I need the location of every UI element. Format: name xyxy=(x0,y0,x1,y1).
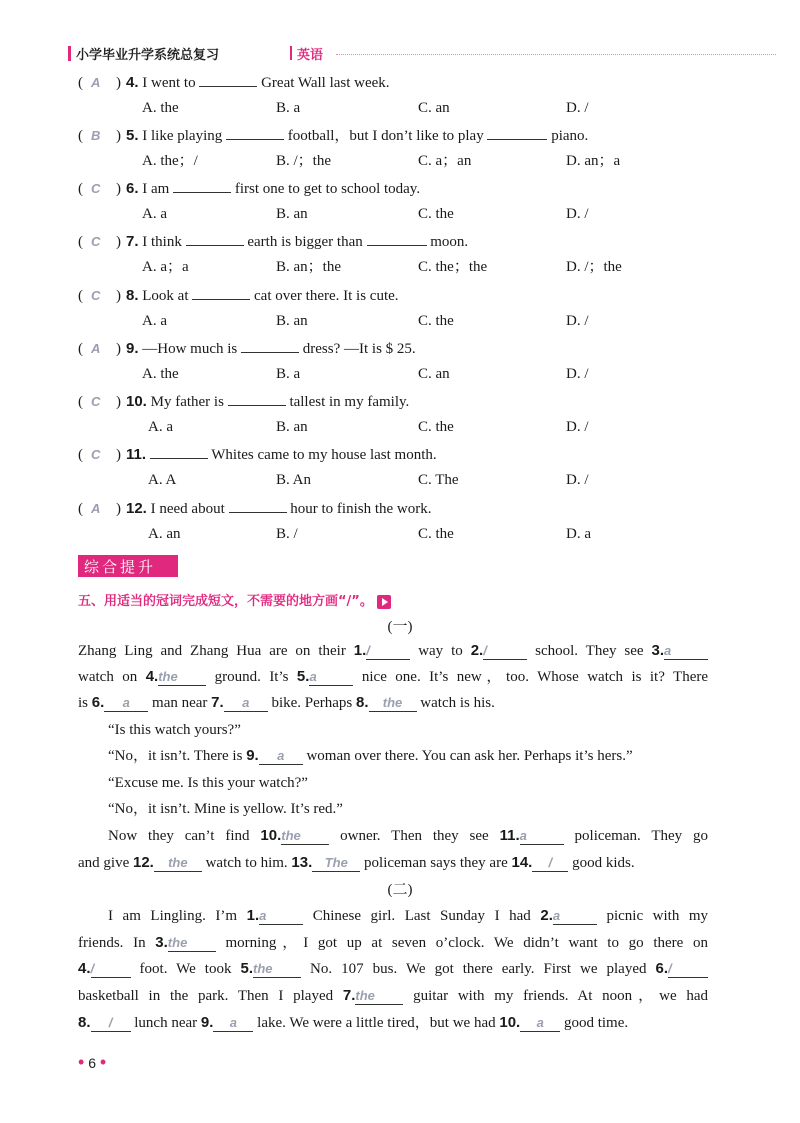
answer-letter: C xyxy=(91,288,101,303)
answer-blank[interactable] xyxy=(173,178,231,193)
answer-letter: A xyxy=(91,341,101,356)
question-text: Whites came to my house last month. xyxy=(211,447,437,463)
option-a[interactable]: A. the xyxy=(142,366,179,382)
header-separator xyxy=(290,46,292,60)
answer-bracket[interactable]: ( C ) xyxy=(78,234,121,250)
header-dotted-rule xyxy=(336,54,776,55)
option-a[interactable]: A. a；a xyxy=(142,259,189,275)
fill-blank[interactable]: a xyxy=(224,695,268,712)
question-row xyxy=(78,72,390,92)
option-b[interactable]: B. a xyxy=(276,100,301,116)
section-banner-label: 综合提升 xyxy=(84,558,157,576)
answer-blank[interactable] xyxy=(487,125,547,140)
passage2-line-3: 4./ foot. We took 5.the No. 107 bus. We got there early. First we played 6./ xyxy=(78,958,708,980)
fill-blank[interactable]: a xyxy=(520,828,564,845)
option-d[interactable]: D. / xyxy=(566,472,589,488)
answer-letter: C xyxy=(91,181,101,196)
option-a[interactable]: A. a xyxy=(142,206,167,222)
option-b[interactable]: B. an xyxy=(276,419,308,435)
page-header xyxy=(68,44,708,64)
question-row xyxy=(78,444,437,464)
option-c[interactable]: C. the xyxy=(418,526,454,542)
answer-blank[interactable] xyxy=(226,125,284,140)
question-row xyxy=(78,498,431,518)
question-number: 4. xyxy=(126,74,139,91)
section-instruction xyxy=(78,590,391,609)
option-d[interactable]: D. / xyxy=(566,313,589,329)
question-number: 7. xyxy=(126,233,139,250)
fill-blank[interactable]: the xyxy=(154,855,202,872)
passage1-line-8: Now they can’t find 10.the owner. Then they see 11.a policeman. They go xyxy=(108,827,709,844)
answer-bracket[interactable]: ( A ) xyxy=(78,501,121,517)
answer-letter: C xyxy=(91,447,101,462)
question-row xyxy=(78,338,416,358)
option-d[interactable]: D. / xyxy=(566,100,589,116)
option-a[interactable]: A. the；/ xyxy=(142,153,198,169)
answer-blank[interactable] xyxy=(150,444,208,459)
question-text: moon. xyxy=(430,234,469,250)
option-c[interactable]: C. the xyxy=(418,419,454,435)
answer-letter: B xyxy=(91,128,101,143)
section-banner xyxy=(78,555,178,577)
answer-blank[interactable] xyxy=(241,338,299,353)
fill-blank[interactable]: the xyxy=(355,988,403,1005)
question-text: football，but I don’t like to play xyxy=(287,128,484,144)
question-text: tallest in my family. xyxy=(289,394,410,410)
fill-blank[interactable]: / xyxy=(91,1015,131,1032)
question-text: Great Wall last week. xyxy=(261,75,390,91)
fill-blank[interactable]: a xyxy=(213,1015,253,1032)
question-number: 11. xyxy=(126,446,147,463)
question-row xyxy=(78,125,588,145)
fill-blank[interactable]: the xyxy=(253,961,301,978)
passage2-line-2: friends. In 3.the morning，I got up at seven o’clock. We didn’t want to go there on xyxy=(78,934,709,951)
fill-blank[interactable]: / xyxy=(668,961,708,978)
question-text: I went to xyxy=(142,75,196,91)
answer-blank[interactable] xyxy=(228,391,286,406)
page-number: • 6 • xyxy=(78,1052,107,1072)
part2-title: (二) xyxy=(387,882,413,898)
fill-blank[interactable]: / xyxy=(532,855,568,872)
fill-blank[interactable]: a xyxy=(259,748,303,765)
option-d[interactable]: D. /；the xyxy=(566,259,622,275)
question-number: 12. xyxy=(126,500,147,517)
question-text: dress? —It is $ 25. xyxy=(302,341,416,357)
option-b[interactable]: B. a xyxy=(276,366,301,382)
passage2-line-4: basketball in the park. Then I played 7.the guitar with my friends. At noon，we had xyxy=(78,987,708,1004)
question-number: 6. xyxy=(126,180,139,197)
fill-blank[interactable]: a xyxy=(664,643,708,660)
fill-blank[interactable]: the xyxy=(369,695,417,712)
passage1-line-2: watch on 4.the ground. It’s 5.a nice one. It’s new，too. Whose watch is it? There xyxy=(78,668,709,685)
passage1-line-3: is 6. a man near 7. a bike. Perhaps 8. the watch is his. xyxy=(78,694,495,711)
question-text: I think xyxy=(142,234,182,250)
answer-bracket[interactable]: ( A ) xyxy=(78,341,121,357)
book-title: 小学毕业升学系统总复习 xyxy=(76,48,220,63)
question-text: piano. xyxy=(551,128,589,144)
fill-blank[interactable]: a xyxy=(104,695,148,712)
option-b[interactable]: B. An xyxy=(276,472,312,488)
fill-blank[interactable]: / xyxy=(366,643,410,660)
fill-blank[interactable]: a xyxy=(520,1015,560,1032)
option-d[interactable]: D. / xyxy=(566,206,589,222)
question-text: I am xyxy=(142,181,170,197)
question-row xyxy=(78,231,468,251)
fill-blank[interactable]: a xyxy=(259,908,303,925)
option-d[interactable]: D. a xyxy=(566,526,591,542)
option-c[interactable]: C. a；an xyxy=(418,153,472,169)
passage1-line-6: “Excuse me. Is this your watch?” xyxy=(108,775,308,791)
question-text: Look at xyxy=(142,288,189,304)
fill-blank[interactable]: the xyxy=(168,935,216,952)
question-row xyxy=(78,391,409,411)
option-b[interactable]: B. /；the xyxy=(276,153,331,169)
option-c[interactable]: C. the；the xyxy=(418,259,488,275)
option-d[interactable]: D. an；a xyxy=(566,153,621,169)
question-number: 9. xyxy=(126,340,139,357)
answer-letter: C xyxy=(91,234,101,249)
fill-blank[interactable]: a xyxy=(309,669,353,686)
option-a[interactable]: A. the xyxy=(142,100,179,116)
answer-blank[interactable] xyxy=(229,498,287,513)
fill-blank[interactable]: / xyxy=(91,961,131,978)
question-number: 8. xyxy=(126,287,139,304)
subject-label: 英语 xyxy=(297,48,324,63)
option-b[interactable]: B. an；the xyxy=(276,259,341,275)
answer-blank[interactable] xyxy=(186,231,244,246)
question-text: I need about xyxy=(150,501,225,517)
passage1-line-9: and give 12. the watch to him. 13. The policeman says they are 14. / good kids. xyxy=(78,854,635,871)
header-accent-bar xyxy=(68,46,71,61)
answer-bracket[interactable]: ( C ) xyxy=(78,394,121,410)
answer-blank[interactable] xyxy=(367,231,427,246)
option-c[interactable]: C. the xyxy=(418,206,454,222)
answer-letter: A xyxy=(91,75,101,90)
question-number: 10. xyxy=(126,393,147,410)
fill-blank[interactable]: The xyxy=(312,855,360,872)
passage2-line-1: I am Lingling. I’m 1.a Chinese girl. Last Sunday I had 2.a picnic with my xyxy=(108,907,709,924)
play-icon[interactable] xyxy=(377,595,391,609)
option-b[interactable]: B. an xyxy=(276,206,308,222)
passage1-line-5: “No，it isn’t. There is 9. a woman over there. You can ask her. Perhaps it’s hers.” xyxy=(108,747,633,764)
fill-blank[interactable]: a xyxy=(553,908,597,925)
answer-blank[interactable] xyxy=(192,285,250,300)
question-row xyxy=(78,285,399,305)
option-b[interactable]: B. / xyxy=(276,526,298,542)
option-a[interactable]: A. A xyxy=(148,472,177,488)
option-a[interactable]: A. an xyxy=(148,526,181,542)
question-text: earth is bigger than xyxy=(247,234,363,250)
part1-title: (一) xyxy=(387,619,413,635)
question-text: cat over there. It is cute. xyxy=(254,288,399,304)
option-b[interactable]: B. an xyxy=(276,313,308,329)
answer-bracket[interactable]: ( C ) xyxy=(78,447,121,463)
option-a[interactable]: A. a xyxy=(148,419,173,435)
question-text: I like playing xyxy=(142,128,223,144)
answer-bracket[interactable]: ( C ) xyxy=(78,288,121,304)
option-c[interactable]: C. an xyxy=(418,366,450,382)
answer-letter: A xyxy=(91,501,101,516)
option-a[interactable]: A. a xyxy=(142,313,167,329)
question-text: first one to get to school today. xyxy=(234,181,421,197)
question-text: —How much is xyxy=(142,341,238,357)
option-c[interactable]: C. an xyxy=(418,100,450,116)
answer-bracket[interactable]: ( C ) xyxy=(78,181,121,197)
fill-blank[interactable]: the xyxy=(281,828,329,845)
passage1-line-1: Zhang Ling and Zhang Hua are on their 1./ way to 2./ school. They see 3.a xyxy=(78,640,708,662)
question-text: hour to finish the work. xyxy=(290,501,432,517)
passage2-line-5: 8. / lunch near 9. a lake. We were a little tired，but we had 10. a good time. xyxy=(78,1014,629,1031)
option-d[interactable]: D. / xyxy=(566,419,589,435)
passage1-line-7: “No，it isn’t. Mine is yellow. It’s red.” xyxy=(108,801,343,817)
option-d[interactable]: D. / xyxy=(566,366,589,382)
fill-blank[interactable]: / xyxy=(483,643,527,660)
question-row xyxy=(78,178,420,198)
answer-bracket[interactable]: ( B ) xyxy=(78,128,121,144)
fill-blank[interactable]: the xyxy=(158,669,206,686)
instruction-text: 五、用适当的冠词完成短文，不需要的地方画“/”。 xyxy=(78,594,373,609)
answer-blank[interactable] xyxy=(199,72,257,87)
question-text: My father is xyxy=(150,394,224,410)
answer-bracket[interactable]: ( A ) xyxy=(78,75,121,91)
option-c[interactable]: C. the xyxy=(418,313,454,329)
passage1-line-4: “Is this watch yours?” xyxy=(108,722,241,738)
option-c[interactable]: C. The xyxy=(418,472,459,488)
answer-letter: C xyxy=(91,394,101,409)
question-number: 5. xyxy=(126,127,139,144)
